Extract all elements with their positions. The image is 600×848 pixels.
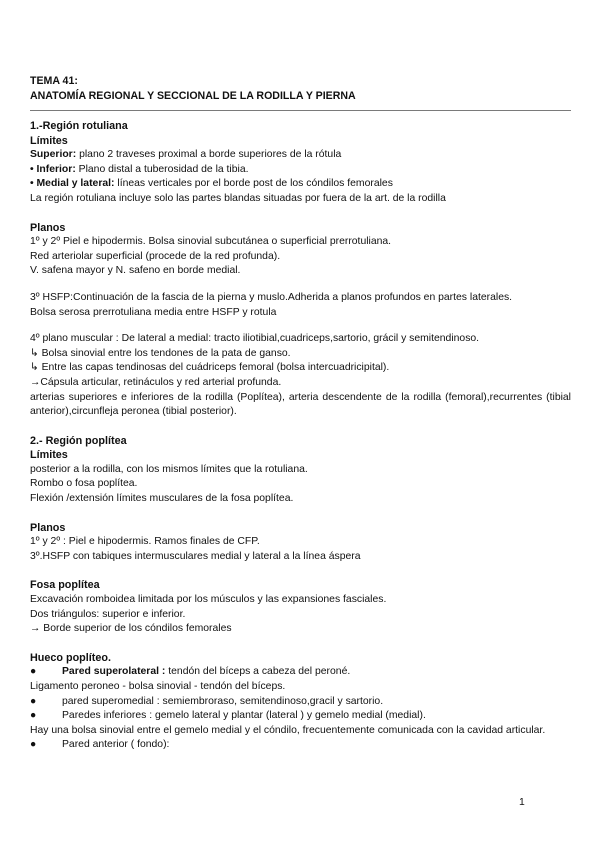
hueco-bullet-item bbox=[30, 695, 571, 710]
section-1-planos-heading: Planos bbox=[30, 221, 66, 234]
hueco-bullet-item bbox=[30, 709, 571, 724]
section-2-planos-heading: Planos bbox=[30, 521, 66, 534]
section-1-limites-heading: Límites bbox=[30, 134, 68, 147]
limit-inferior-label: • Inferior: bbox=[30, 163, 76, 175]
hueco-item-text: tendón del bíceps a cabeza del peroné. bbox=[165, 666, 351, 678]
limites-line: Rombo o fosa poplítea. bbox=[30, 478, 138, 490]
planos-line: Red arteriolar superficial (procede de la red profunda). bbox=[30, 250, 281, 262]
document-title: ANATOMÍA REGIONAL Y SECCIONAL DE LA RODILLA Y PIERNA bbox=[30, 89, 356, 102]
hueco-paragraph: Hay una bolsa sinovial entre el gemelo medial y el cóndilo, frecuentemente comunicada con la cavidad articular. bbox=[30, 724, 546, 736]
limites-line: Flexión /extensión límites musculares de la fosa poplítea. bbox=[30, 493, 294, 505]
planos-line: 4º plano muscular : De lateral a medial: tracto iliotibial,cuadriceps,sartorio, grácil y semitendinoso. bbox=[30, 333, 480, 345]
bullet-icon: ● bbox=[30, 695, 37, 707]
fosa-poplitea-heading: Fosa poplítea bbox=[30, 579, 100, 592]
hueco-item-text: pared superomedial : semiembroraso, semitendinoso,gracil y sartorio. bbox=[62, 695, 384, 707]
planos-line: V. safena mayor y N. safeno en borde medial. bbox=[30, 265, 241, 277]
planos-line: 1º y 2º Piel e hipodermis. Bolsa sinovial subcutánea o superficial prerrotuliana. bbox=[30, 236, 392, 248]
document-page bbox=[30, 74, 571, 753]
limit-superior-text: plano 2 traveses proximal a borde superiores de la rótula bbox=[76, 149, 342, 161]
limit-medial-text: líneas verticales por el borde post de los cóndilos femorales bbox=[114, 178, 393, 190]
hueco-bullet-item bbox=[30, 665, 571, 680]
planos-line: ↳ Entre las capas tendinosas del cuádriceps femoral (bolsa intercuadricipital). bbox=[30, 362, 390, 374]
hueco-line: Ligamento peroneo - bolsa sinovial - tendón del bíceps. bbox=[30, 681, 286, 692]
planos-line: 1º y 2º : Piel e hipodermis. Ramos finales de CFP. bbox=[30, 536, 260, 548]
fosa-line: Dos triángulos: superior e inferior. bbox=[30, 608, 186, 620]
fosa-line: Excavación romboidea limitada por los músculos y las expansiones fasciales. bbox=[30, 594, 387, 606]
limit-medial-lateral bbox=[30, 177, 571, 192]
planos-arteries-paragraph: arterias superiores e inferiores de la rodilla (Poplítea), arteria descendente de la rodilla (femoral),recurrentes (tibial anterior),circunfleja peronea (tibial posterior). bbox=[30, 391, 571, 418]
tema-number: TEMA 41: bbox=[30, 75, 78, 87]
planos-line: →Cápsula articular, retináculos y red arterial profunda. bbox=[30, 376, 282, 388]
planos-line: ↳ Bolsa sinovial entre los tendones de la pata de ganso. bbox=[30, 347, 291, 359]
section-2-limites-heading: Límites bbox=[30, 449, 68, 462]
planos-line: 3º.HSFP con tabiques intermusculares medial y lateral a la línea áspera bbox=[30, 550, 361, 562]
page-number: 1 bbox=[519, 797, 525, 808]
section-1-heading: 1.-Región rotuliana bbox=[30, 120, 128, 132]
bullet-icon: ● bbox=[30, 710, 37, 722]
limit-inferior-text: Plano distal a tuberosidad de la tibia. bbox=[75, 163, 249, 175]
planos-line: 3º HSFP:Continuación de la fascia de la pierna y muslo.Adherida a planos profundos en partes laterales. bbox=[30, 291, 513, 303]
fosa-line: → Borde superior de los cóndilos femorales bbox=[30, 623, 232, 635]
section-2-heading: 2.- Región poplítea bbox=[30, 434, 127, 447]
limit-medial-label: • Medial y lateral: bbox=[30, 178, 115, 190]
hueco-item-label: Pared superolateral : bbox=[62, 666, 166, 678]
limites-line: posterior a la rodilla, con los mismos límites que la rotuliana. bbox=[30, 463, 308, 475]
bullet-icon: ● bbox=[30, 666, 37, 678]
hueco-item-text: Paredes inferiores : gemelo lateral y plantar (lateral ) y gemelo medial (medial). bbox=[62, 710, 426, 722]
bullet-icon: ● bbox=[30, 739, 37, 751]
hueco-bullet-item bbox=[30, 738, 571, 753]
hueco-item-text: Pared anterior ( fondo): bbox=[62, 739, 170, 751]
hueco-popliteo-heading: Hueco poplíteo. bbox=[30, 651, 111, 664]
planos-line: Bolsa serosa prerrotuliana media entre HSFP y rotula bbox=[30, 306, 277, 318]
limit-inferior bbox=[30, 163, 571, 178]
limit-superior-label: Superior: bbox=[30, 149, 77, 161]
section-1-note: La región rotuliana incluye solo las partes blandas situadas por fuera de la art. de la rodilla bbox=[30, 192, 446, 204]
limit-superior bbox=[30, 148, 571, 163]
